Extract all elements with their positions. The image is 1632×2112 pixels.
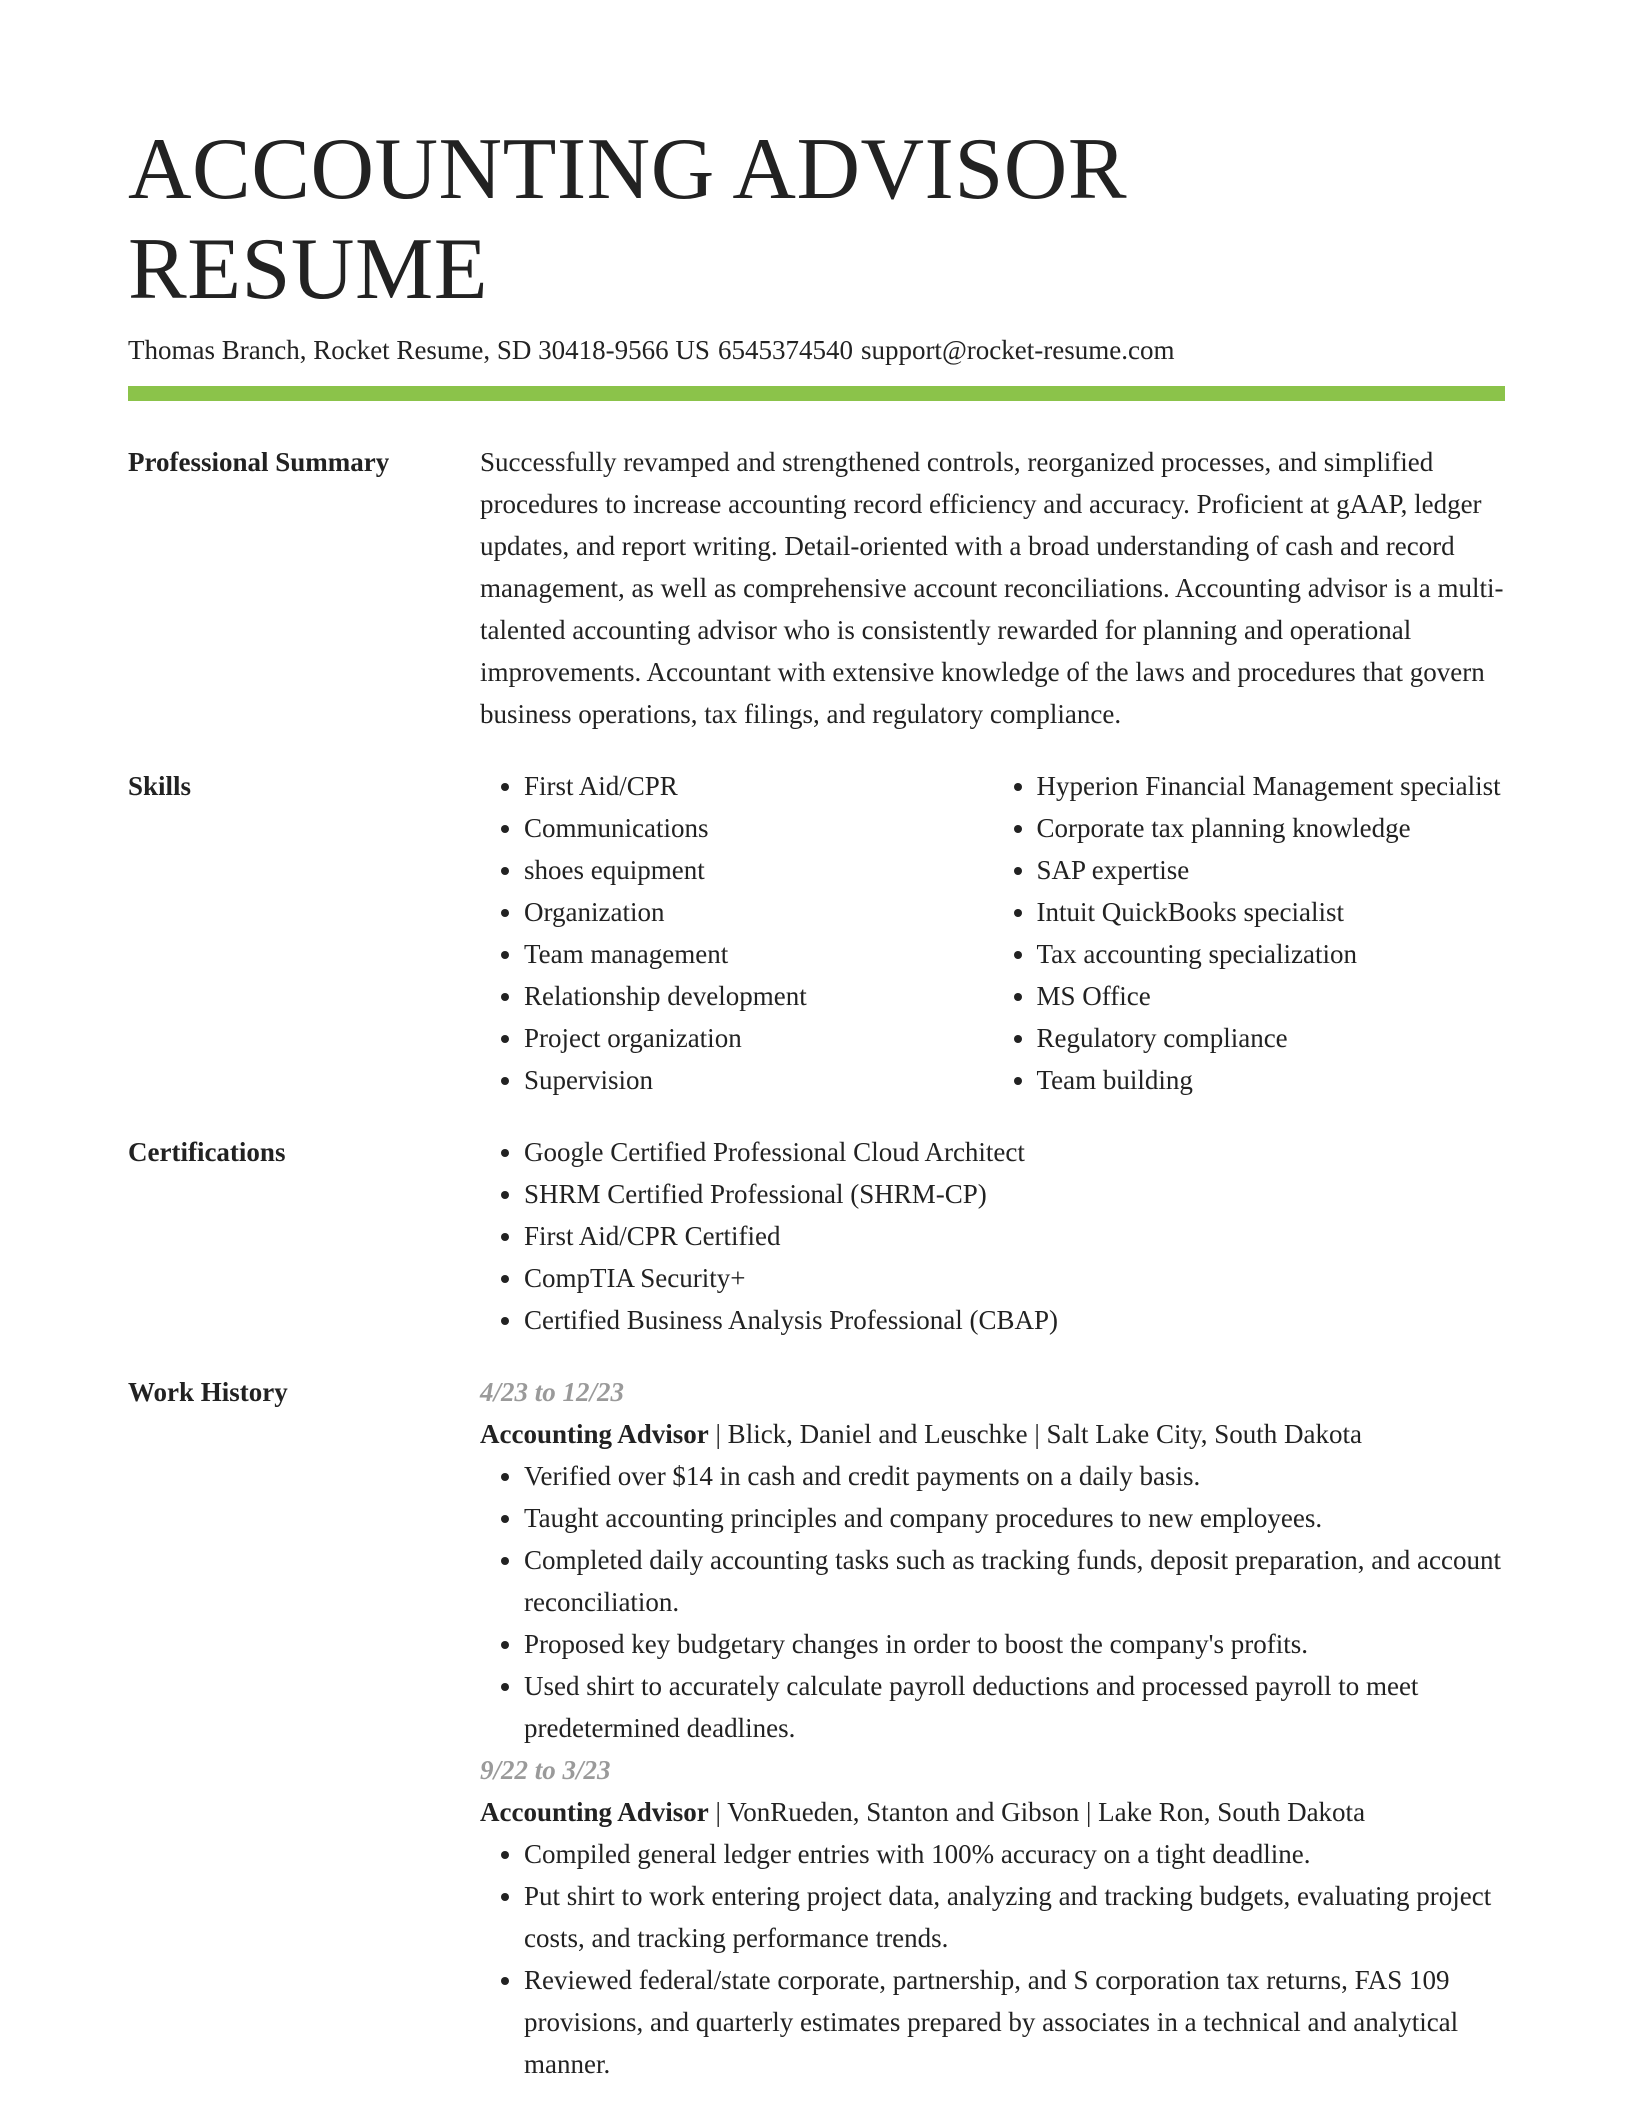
job-title: Accounting Advisor — [480, 1797, 709, 1827]
list-item: • Relationship development — [524, 975, 993, 1017]
list-item: • SHRM Certified Professional (SHRM-CP) — [524, 1173, 1505, 1215]
job-heading — [480, 1413, 1505, 1455]
certifications-section — [128, 1131, 1505, 1341]
list-item: • Certified Business Analysis Professional (CBAP) — [524, 1299, 1505, 1341]
list-item: • MS Office — [1037, 975, 1506, 1017]
work-history-section — [128, 1371, 1505, 2085]
resume-title: ACCOUNTING ADVISOR RESUME — [128, 121, 1128, 318]
list-item: • Project organization — [524, 1017, 993, 1059]
contact-email: support@rocket-resume.com — [860, 335, 1175, 365]
list-item: • First Aid/CPR Certified — [524, 1215, 1505, 1257]
skills-heading: Skills — [128, 771, 192, 801]
summary-heading: Professional Summary — [128, 447, 390, 477]
list-item: • Communications — [524, 807, 993, 849]
list-item: • Tax accounting specialization — [1037, 933, 1506, 975]
list-item: • Intuit QuickBooks specialist — [1037, 891, 1506, 933]
job-details: | VonRueden, Stanton and Gibson | Lake Ron, South Dakota — [708, 1797, 1366, 1827]
summary-text: Successfully revamped and strengthened controls, reorganized processes, and simplified procedures to increase accounting record efficiency and accuracy. Proficient at gAAP, ledger updates, and report writing. Detail-oriented with a broad understanding of cash and record management, as well as comprehensive account reconciliations. Accounting advisor is a multi-talented accounting advisor who is consistently rewarded for planning and operational improvements. Accountant with extensive knowledge of the laws and procedures that govern business operations, tax filings, and regulatory compliance. — [480, 447, 1504, 729]
list-item: • Verified over $14 in cash and credit payments on a daily basis. — [524, 1455, 1505, 1497]
list-item: • Used shirt to accurately calculate payroll deductions and processed payroll to meet predetermined deadlines. — [524, 1665, 1505, 1749]
list-item: • Compiled general ledger entries with 100% accuracy on a tight deadline. — [524, 1833, 1505, 1875]
list-item: • Google Certified Professional Cloud Architect — [524, 1131, 1505, 1173]
job-entry — [480, 1749, 1505, 2085]
work-history-heading: Work History — [128, 1377, 288, 1407]
contact-phone: 6545374540 — [717, 335, 853, 365]
skills-list-right — [993, 765, 1506, 1101]
list-item: • Proposed key budgetary changes in order to boost the company's profits. — [524, 1623, 1505, 1665]
list-item: • Team management — [524, 933, 993, 975]
list-item: • Corporate tax planning knowledge — [1037, 807, 1506, 849]
contact-name-address: Thomas Branch, Rocket Resume, SD 30418-9566 US — [128, 335, 710, 365]
certifications-list — [480, 1131, 1505, 1341]
summary-section — [128, 441, 1505, 735]
job-title: Accounting Advisor — [480, 1419, 709, 1449]
skills-section — [128, 765, 1505, 1101]
list-item: • shoes equipment — [524, 849, 993, 891]
list-item: • Team building — [1037, 1059, 1506, 1101]
list-item: • Taught accounting principles and company procedures to new employees. — [524, 1497, 1505, 1539]
certifications-heading: Certifications — [128, 1137, 286, 1167]
list-item: • Supervision — [524, 1059, 993, 1101]
list-item: • CompTIA Security+ — [524, 1257, 1505, 1299]
list-item: • Reviewed federal/state corporate, partnership, and S corporation tax returns, FAS 109 provisions, and quarterly estimates prepared by associates in a technical and analytical manner. — [524, 1959, 1505, 2085]
job-dates: 4/23 to 12/23 — [480, 1377, 625, 1407]
accent-divider — [128, 386, 1505, 401]
job-dates: 9/22 to 3/23 — [480, 1755, 611, 1785]
job-heading — [480, 1791, 1505, 1833]
list-item: • Regulatory compliance — [1037, 1017, 1506, 1059]
list-item: • First Aid/CPR — [524, 765, 993, 807]
contact-line — [128, 332, 1505, 368]
job-bullets — [480, 1833, 1505, 2085]
list-item: • Hyperion Financial Management specialist — [1037, 765, 1506, 807]
job-bullets — [480, 1455, 1505, 1749]
list-item: • Put shirt to work entering project data, analyzing and tracking budgets, evaluating project costs, and tracking performance trends. — [524, 1875, 1505, 1959]
skills-list-left — [480, 765, 993, 1101]
list-item: • Organization — [524, 891, 993, 933]
job-details: | Blick, Daniel and Leuschke | Salt Lake City, South Dakota — [708, 1419, 1362, 1449]
list-item: • SAP expertise — [1037, 849, 1506, 891]
job-entry — [480, 1371, 1505, 1749]
list-item: • Completed daily accounting tasks such as tracking funds, deposit preparation, and account reconciliation. — [524, 1539, 1505, 1623]
